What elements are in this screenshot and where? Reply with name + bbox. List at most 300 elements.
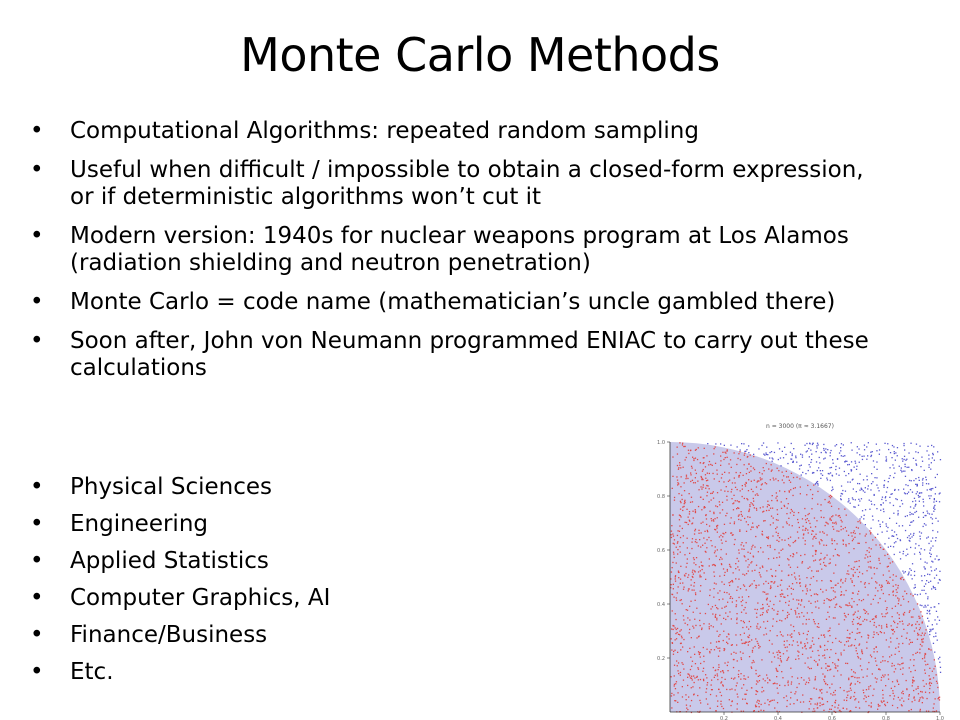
sample-point — [778, 533, 779, 534]
sample-point — [871, 473, 872, 474]
sample-point — [739, 451, 740, 452]
sample-point — [922, 621, 923, 622]
sample-point — [876, 485, 877, 486]
sample-point — [930, 649, 931, 650]
sample-point — [892, 616, 893, 617]
sample-point — [937, 687, 938, 688]
sample-point — [703, 680, 704, 681]
sample-point — [766, 594, 767, 595]
sample-point — [872, 451, 873, 452]
sample-point — [767, 677, 768, 678]
sample-point — [796, 616, 797, 617]
sample-point — [771, 500, 772, 501]
sample-point — [914, 512, 915, 513]
sample-point — [937, 683, 938, 684]
sample-point — [732, 534, 733, 535]
sample-point — [887, 702, 888, 703]
sample-point — [737, 489, 738, 490]
sample-point — [909, 535, 910, 536]
sample-point — [825, 683, 826, 684]
sample-point — [734, 677, 735, 678]
sample-point — [789, 524, 790, 525]
sample-point — [884, 632, 885, 633]
sample-point — [752, 662, 753, 663]
sample-point — [762, 511, 763, 512]
sample-point — [863, 479, 864, 480]
sample-point — [916, 493, 917, 494]
sample-point — [933, 511, 934, 512]
sample-point — [866, 534, 867, 535]
sample-point — [814, 660, 815, 661]
sample-point — [765, 452, 766, 453]
sample-point — [892, 663, 893, 664]
sample-point — [758, 551, 759, 552]
sample-point — [766, 454, 767, 455]
sample-point — [834, 702, 835, 703]
sample-point — [919, 552, 920, 553]
sample-point — [740, 472, 741, 473]
sample-point — [729, 566, 730, 567]
sample-point — [791, 681, 792, 682]
sample-point — [688, 517, 689, 518]
sample-point — [763, 591, 764, 592]
sample-point — [756, 493, 757, 494]
sample-point — [772, 508, 773, 509]
sample-point — [813, 485, 814, 486]
sample-point — [891, 688, 892, 689]
sample-point — [694, 533, 695, 534]
sample-point — [695, 511, 696, 512]
sample-point — [720, 703, 721, 704]
sample-point — [775, 596, 776, 597]
sample-point — [933, 586, 934, 587]
sample-point — [687, 617, 688, 618]
sample-point — [746, 449, 747, 450]
sample-point — [707, 443, 708, 444]
sample-point — [817, 443, 818, 444]
sample-point — [743, 443, 744, 444]
sample-point — [682, 510, 683, 511]
sample-point — [784, 506, 785, 507]
sample-point — [743, 475, 744, 476]
sample-point — [751, 639, 752, 640]
sample-point — [914, 587, 915, 588]
sample-point — [743, 621, 744, 622]
bullet-item: • Applied Statistics — [30, 548, 570, 575]
sample-point — [881, 702, 882, 703]
sample-point — [926, 562, 927, 563]
sample-point — [934, 659, 935, 660]
sample-point — [790, 567, 791, 568]
sample-point — [681, 637, 682, 638]
sample-point — [729, 564, 730, 565]
sample-point — [761, 659, 762, 660]
sample-point — [796, 599, 797, 600]
sample-point — [787, 612, 788, 613]
sample-point — [911, 616, 912, 617]
sample-point — [719, 615, 720, 616]
sample-point — [819, 705, 820, 706]
sample-point — [682, 603, 683, 604]
sample-point — [909, 623, 910, 624]
sample-point — [824, 533, 825, 534]
sample-point — [931, 561, 932, 562]
sample-point — [762, 506, 763, 507]
sample-point — [851, 568, 852, 569]
sample-point — [813, 536, 814, 537]
sample-point — [718, 689, 719, 690]
sample-point — [713, 626, 714, 627]
sample-point — [931, 462, 932, 463]
sample-point — [858, 632, 859, 633]
sample-point — [897, 499, 898, 500]
sample-point — [672, 514, 673, 515]
sample-point — [832, 487, 833, 488]
sample-point — [812, 651, 813, 652]
sample-point — [830, 562, 831, 563]
sample-point — [908, 467, 909, 468]
sample-point — [754, 546, 755, 547]
sample-point — [855, 672, 856, 673]
sample-point — [788, 559, 789, 560]
sample-point — [899, 506, 900, 507]
sample-point — [876, 632, 877, 633]
sample-point — [680, 579, 681, 580]
sample-point — [770, 508, 771, 509]
sample-point — [678, 469, 679, 470]
sample-point — [771, 581, 772, 582]
sample-point — [829, 687, 830, 688]
sample-point — [822, 470, 823, 471]
sample-point — [738, 516, 739, 517]
sample-point — [815, 560, 816, 561]
sample-point — [940, 580, 941, 581]
sample-point — [716, 607, 717, 608]
sample-point — [815, 483, 816, 484]
sample-point — [746, 589, 747, 590]
sample-point — [911, 513, 912, 514]
sample-point — [759, 472, 760, 473]
sample-point — [735, 634, 736, 635]
sample-point — [909, 512, 910, 513]
sample-point — [843, 456, 844, 457]
sample-point — [923, 499, 924, 500]
sample-point — [932, 545, 933, 546]
sample-point — [805, 684, 806, 685]
sample-point — [822, 655, 823, 656]
sample-point — [803, 533, 804, 534]
sample-point — [749, 472, 750, 473]
sample-point — [899, 614, 900, 615]
sample-point — [937, 474, 938, 475]
sample-point — [840, 652, 841, 653]
sample-point — [911, 480, 912, 481]
sample-point — [675, 683, 676, 684]
sample-point — [709, 595, 710, 596]
sample-point — [836, 444, 837, 445]
sample-point — [862, 621, 863, 622]
sample-point — [683, 615, 684, 616]
sample-point — [910, 642, 911, 643]
sample-point — [921, 580, 922, 581]
sample-point — [820, 589, 821, 590]
sample-point — [725, 679, 726, 680]
sample-point — [918, 497, 919, 498]
sample-point — [763, 621, 764, 622]
sample-point — [773, 517, 774, 518]
sample-point — [810, 527, 811, 528]
sample-point — [884, 555, 885, 556]
sample-point — [689, 493, 690, 494]
sample-point — [832, 642, 833, 643]
sample-point — [815, 526, 816, 527]
sample-point — [763, 634, 764, 635]
sample-point — [759, 700, 760, 701]
sample-point — [799, 579, 800, 580]
sample-point — [910, 443, 911, 444]
sample-point — [894, 451, 895, 452]
sample-point — [848, 679, 849, 680]
sample-point — [929, 682, 930, 683]
sample-point — [755, 536, 756, 537]
sample-point — [896, 523, 897, 524]
sample-point — [680, 486, 681, 487]
x-tick-label: 0.6 — [828, 716, 836, 720]
sample-point — [893, 505, 894, 506]
sample-point — [807, 634, 808, 635]
sample-point — [803, 633, 804, 634]
sample-point — [695, 450, 696, 451]
sample-point — [793, 542, 794, 543]
sample-point — [934, 505, 935, 506]
sample-point — [927, 626, 928, 627]
sample-point — [870, 456, 871, 457]
sample-point — [835, 665, 836, 666]
sample-point — [936, 611, 937, 612]
sample-point — [919, 618, 920, 619]
sample-point — [673, 588, 674, 589]
sample-point — [781, 570, 782, 571]
sample-point — [838, 475, 839, 476]
sample-point — [789, 644, 790, 645]
sample-point — [835, 653, 836, 654]
sample-point — [829, 496, 830, 497]
sample-point — [764, 455, 765, 456]
sample-point — [719, 650, 720, 651]
sample-point — [935, 477, 936, 478]
sample-point — [906, 680, 907, 681]
sample-point — [883, 511, 884, 512]
sample-point — [888, 674, 889, 675]
sample-point — [857, 446, 858, 447]
sample-point — [928, 582, 929, 583]
sample-point — [713, 513, 714, 514]
sample-point — [698, 530, 699, 531]
sample-point — [861, 489, 862, 490]
sample-point — [935, 493, 936, 494]
sample-point — [737, 566, 738, 567]
sample-point — [677, 670, 678, 671]
sample-point — [810, 657, 811, 658]
sample-point — [836, 530, 837, 531]
sample-point — [776, 683, 777, 684]
sample-point — [913, 677, 914, 678]
sample-point — [910, 659, 911, 660]
sample-point — [738, 519, 739, 520]
sample-point — [862, 573, 863, 574]
sample-point — [930, 630, 931, 631]
sample-point — [756, 673, 757, 674]
sample-point — [710, 589, 711, 590]
sample-point — [835, 549, 836, 550]
sample-point — [709, 558, 710, 559]
sample-point — [780, 584, 781, 585]
sample-point — [777, 688, 778, 689]
sample-point — [677, 530, 678, 531]
sample-point — [677, 535, 678, 536]
sample-point — [784, 685, 785, 686]
sample-point — [798, 600, 799, 601]
sample-point — [813, 619, 814, 620]
sample-point — [714, 448, 715, 449]
sample-point — [790, 668, 791, 669]
sample-point — [821, 517, 822, 518]
sample-point — [788, 657, 789, 658]
sample-point — [757, 643, 758, 644]
sample-point — [672, 562, 673, 563]
sample-point — [763, 467, 764, 468]
sample-point — [830, 455, 831, 456]
sample-point — [931, 488, 932, 489]
sample-point — [678, 586, 679, 587]
sample-point — [719, 501, 720, 502]
sample-point — [769, 457, 770, 458]
sample-point — [865, 509, 866, 510]
sample-point — [852, 479, 853, 480]
sample-point — [814, 517, 815, 518]
sample-point — [838, 531, 839, 532]
sample-point — [881, 701, 882, 702]
sample-point — [709, 652, 710, 653]
sample-point — [745, 451, 746, 452]
sample-point — [742, 516, 743, 517]
sample-point — [913, 458, 914, 459]
sample-point — [897, 538, 898, 539]
sample-point — [827, 701, 828, 702]
sample-point — [747, 552, 748, 553]
sample-point — [830, 693, 831, 694]
sample-point — [757, 602, 758, 603]
sample-point — [895, 654, 896, 655]
sample-point — [894, 631, 895, 632]
sample-point — [913, 609, 914, 610]
sample-point — [760, 477, 761, 478]
sample-point — [727, 457, 728, 458]
sample-point — [755, 494, 756, 495]
sample-point — [888, 538, 889, 539]
sample-point — [885, 497, 886, 498]
sample-point — [840, 450, 841, 451]
sample-point — [783, 482, 784, 483]
sample-point — [707, 485, 708, 486]
sample-point — [879, 705, 880, 706]
sample-point — [777, 520, 778, 521]
sample-point — [889, 497, 890, 498]
sample-point — [813, 708, 814, 709]
sample-point — [815, 623, 816, 624]
sample-point — [923, 590, 924, 591]
sample-point — [699, 700, 700, 701]
sample-point — [731, 491, 732, 492]
sample-point — [913, 690, 914, 691]
sample-point — [816, 482, 817, 483]
sample-point — [767, 604, 768, 605]
sample-point — [901, 471, 902, 472]
sample-point — [880, 662, 881, 663]
sample-point — [730, 459, 731, 460]
sample-point — [742, 574, 743, 575]
sample-point — [776, 676, 777, 677]
sample-point — [886, 639, 887, 640]
sample-point — [677, 692, 678, 693]
sample-point — [805, 530, 806, 531]
sample-point — [692, 538, 693, 539]
sample-point — [703, 679, 704, 680]
sample-point — [864, 619, 865, 620]
sample-point — [919, 649, 920, 650]
sample-point — [913, 665, 914, 666]
sample-point — [793, 553, 794, 554]
sample-point — [936, 501, 937, 502]
sample-point — [699, 576, 700, 577]
sample-point — [874, 466, 875, 467]
sample-point — [708, 604, 709, 605]
sample-point — [740, 588, 741, 589]
sample-point — [815, 601, 816, 602]
sample-point — [905, 516, 906, 517]
sample-point — [715, 670, 716, 671]
sample-point — [805, 519, 806, 520]
sample-point — [820, 473, 821, 474]
sample-point — [843, 594, 844, 595]
sample-point — [867, 455, 868, 456]
sample-point — [731, 532, 732, 533]
sample-point — [784, 597, 785, 598]
sample-point — [702, 545, 703, 546]
sample-point — [888, 646, 889, 647]
sample-point — [731, 701, 732, 702]
sample-point — [920, 691, 921, 692]
sample-point — [709, 525, 710, 526]
sample-point — [936, 575, 937, 576]
sample-point — [933, 508, 934, 509]
sample-point — [675, 627, 676, 628]
sample-point — [699, 654, 700, 655]
sample-point — [724, 650, 725, 651]
sample-point — [687, 478, 688, 479]
sample-point — [777, 613, 778, 614]
sample-point — [686, 475, 687, 476]
sample-point — [859, 618, 860, 619]
sample-point — [892, 561, 893, 562]
sample-point — [835, 604, 836, 605]
sample-point — [777, 702, 778, 703]
sample-point — [831, 540, 832, 541]
sample-point — [732, 580, 733, 581]
sample-point — [816, 520, 817, 521]
sample-point — [846, 573, 847, 574]
sample-point — [675, 633, 676, 634]
